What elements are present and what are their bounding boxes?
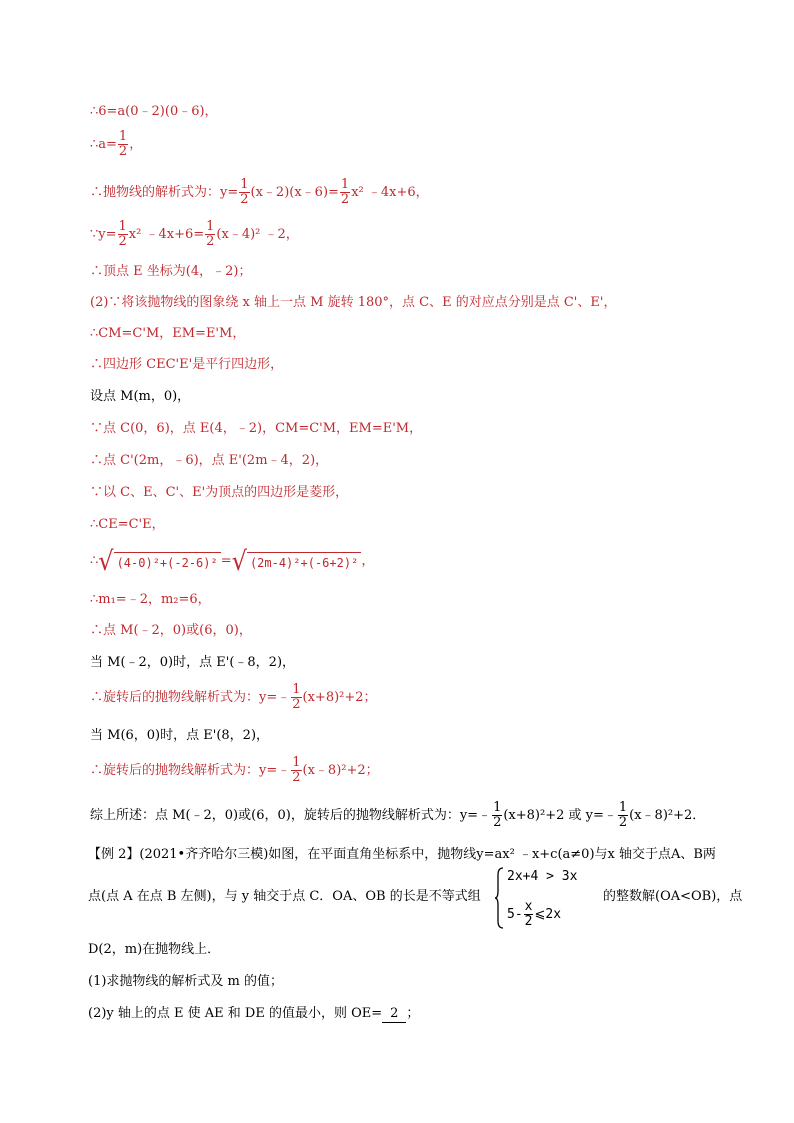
solution-line-2 [90,130,142,159]
numerator: 1 [240,177,249,192]
solution-line-4 [90,220,299,249]
text: ∴ [90,553,99,569]
solution-line-16: ∴点 M(﹣2，0)或(6，0)， [90,623,252,638]
fraction [340,178,350,207]
text: (x﹣2)(x﹣6)= [250,185,339,200]
denominator: 2 [292,770,301,785]
denominator: 2 [292,697,301,712]
denominator: 2 [524,914,533,929]
numerator: 1 [118,219,127,234]
denominator: 2 [618,815,628,830]
example-line-2-end: 的整数解(OA<OB)，点 [603,889,743,904]
text: x² ﹣4x+6= [128,227,205,242]
solution-line-1: ∴6=a(0﹣2)(0﹣6)， [90,104,218,119]
text: 综上所述：点 M(﹣2，0)或(6，0)，旋转后的抛物线解析式为：y=﹣ [90,808,492,823]
answer-blank: 2 [382,1006,406,1023]
text: ， [129,137,143,152]
example-line-3: D(2，m)在抛物线上． [88,942,221,957]
question-1: (1)求抛物线的解析式及 m 的值； [88,974,284,989]
fraction [118,130,128,159]
numerator: 1 [292,682,301,697]
solution-line-18 [90,683,377,712]
text: ∴旋转后的抛物线解析式为：y=﹣ [90,763,291,778]
numerator: x [524,899,533,914]
text: ∴旋转后的抛物线解析式为：y=﹣ [90,690,291,705]
denominator: 2 [118,234,127,249]
radicand: (2m-4)²+(-6+2)² [247,552,361,571]
fraction [291,756,301,785]
radicand: (4-0)²+(-2-6)² [114,552,221,571]
text: ∵y= [90,227,117,242]
solution-line-13: ∴CE=C'E， [90,517,165,532]
text: (x﹣8)²+2． [629,808,706,823]
left-brace-icon [494,867,504,929]
solution-line-12: ∵以 C、E、C'、E'为顶点的四边形是菱形， [90,485,349,500]
text: (x﹣4)² ﹣2， [216,227,299,242]
solution-line-10: ∵点 C(0，6)，点 E(4，﹣2)，CM=C'M，EM=E'M， [90,421,423,436]
fraction [239,178,249,207]
numerator: 1 [206,219,215,234]
text: ， [361,553,375,569]
denominator: 2 [240,192,249,207]
solution-line-20 [90,756,379,785]
solution-line-6: (2)∵将该抛物线的图象绕 x 轴上一点 M 旋转 180°，点 C、E 的对应点分别是点 C'、E'， [90,295,617,310]
solution-line-19: 当 M(6，0)时，点 E'(8，2)， [90,728,270,743]
text: (x﹣8)²+2； [302,763,379,778]
solution-line-21 [90,801,705,830]
fraction [291,683,301,712]
solution-line-5: ∴顶点 E 坐标为(4，﹣2)； [90,264,252,279]
fraction [618,801,628,830]
text: x² ﹣4x+6， [351,185,429,200]
solution-line-8: ∴四边形 CEC'E'是平行四边形， [90,357,284,372]
text: ； [406,1006,420,1021]
numerator: 1 [292,755,301,770]
text: ⩽2x [534,907,562,922]
numerator: 1 [493,800,502,815]
inequality-2 [507,900,561,929]
radical-sign: √ [231,545,247,577]
solution-line-17: 当 M(﹣2，0)时，点 E'(﹣8，2)， [90,655,296,670]
square-root [98,545,220,577]
fraction [205,220,215,249]
text: ∴抛物线的解析式为：y= [90,185,239,200]
text: (2)y 轴上的点 E 使 AE 和 DE 的值最小，则 OE= [88,1006,383,1021]
square-root [231,545,362,577]
fraction [524,900,534,929]
solution-line-3 [90,178,429,207]
numerator: 1 [118,129,128,144]
inequality-1: 2x+4 > 3x [507,869,578,884]
text: 5- [507,907,523,922]
example-line-1: 【例 2】(2021•齐齐哈尔三模)如图，在平面直角坐标系中，抛物线y=ax² ﹣x+c(a≠0)与x 轴交于点A、B两 [88,847,716,862]
solution-line-14 [90,545,375,577]
numerator: 1 [618,800,628,815]
radical-sign: √ [98,545,114,577]
denominator: 2 [493,815,502,830]
numerator: 1 [340,177,350,192]
denominator: 2 [206,234,215,249]
denominator: 2 [118,144,128,159]
text: = [220,553,232,569]
solution-line-9: 设点 M(m，0)， [90,389,191,404]
text: ∴a= [90,137,117,152]
fraction [118,220,128,249]
solution-line-7: ∴CM=C'M，EM=E'M， [90,326,246,341]
question-2 [88,1006,419,1023]
text: (x+8)²+2； [302,690,377,705]
solution-line-11: ∴点 C'(2m，﹣6)，点 E'(2m﹣4，2)， [90,453,329,468]
denominator: 2 [340,192,350,207]
text: (x+8)²+2 或 y=﹣ [503,808,617,823]
fraction [492,801,502,830]
solution-line-15: ∴m₁=﹣2，m₂=6， [90,592,211,607]
example-line-2-start: 点(点 A 在点 B 左侧)，与 y 轴交于点 C．OA、OB 的长是不等式组 [88,889,481,904]
